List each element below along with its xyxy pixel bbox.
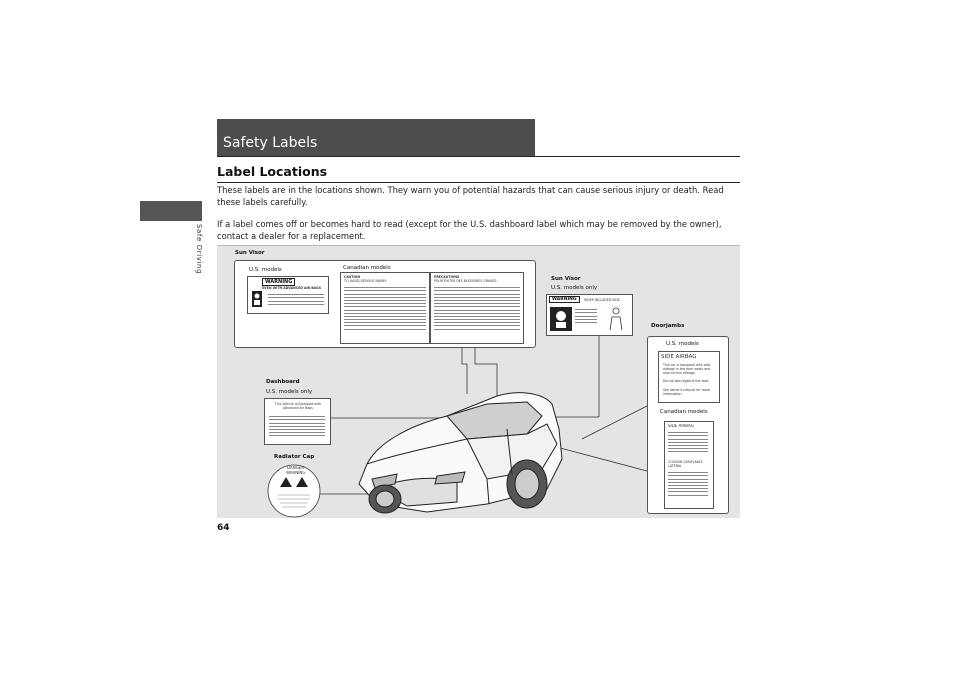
- dashboard-card-line1: This Vehicle is Equipped with: [274, 402, 322, 406]
- doorjambs-canadian-label: Canadian models: [660, 409, 708, 415]
- us-item-1: This car is equipped with side airbags in the front seats and side curtain airbags.: [663, 363, 711, 375]
- dashboard-title: Dashboard: [266, 379, 300, 385]
- sun-visor-right-title: Sun Visor: [551, 276, 581, 282]
- label-locations-figure: [217, 245, 740, 518]
- side-airbag-visor-card: [546, 294, 633, 336]
- warning-badge-right: WARNING: [549, 296, 580, 303]
- side-tab-label: Safe Driving: [195, 224, 203, 275]
- title-bar: [217, 119, 535, 156]
- doorjambs-us-label: U.S. models: [666, 341, 699, 347]
- sun-visor-title: Sun Visor: [235, 250, 265, 256]
- vehicle-illustration: [337, 384, 567, 518]
- airbag-warning-icon: [550, 307, 572, 331]
- doorjambs-title: Doorjambs: [651, 323, 685, 329]
- canadian-precautions-card: [430, 272, 524, 344]
- us-item-2: Do not lean against the door.: [663, 379, 710, 383]
- precautions-title: PRÉCAUTIONS: [434, 275, 460, 279]
- canadian-side-airbag-title: SIDE AIRBAG: [668, 424, 694, 428]
- warning-badge: WARNING: [262, 278, 295, 286]
- intro-paragraph: These labels are in the locations shown. They warn you of potential hazards that can cause serious injury or death. Read these labels carefully.: [217, 185, 724, 207]
- title-rule: [217, 156, 740, 157]
- child-seat-icon: [251, 290, 263, 308]
- replacement-paragraph: If a label comes off or becomes hard to read (except for the U.S. dashboard label which may be removed by the owner), contact a dealer for a replacement.: [217, 219, 722, 241]
- page-title: Safety Labels: [223, 135, 318, 151]
- us-models-label: U.S. models: [249, 267, 282, 273]
- canadian-caution-card: [340, 272, 430, 344]
- side-tab: [140, 201, 202, 221]
- section-rule: [217, 182, 740, 183]
- caution-title: CAUTION: [344, 275, 361, 279]
- page-number: 64: [217, 523, 230, 533]
- warning-right-subtitle: RIDER INCLUDED SIDE: [584, 298, 620, 302]
- precautions-subtitle: POUR ÉVITER DES BLESSURES GRAVES:: [434, 279, 498, 283]
- dashboard-subtitle: U.S. models only: [266, 389, 313, 395]
- canadian-side-airbag-card: [664, 421, 714, 509]
- caution-subtitle: TO AVOID SERIOUS INJURY:: [344, 279, 387, 283]
- sun-visor-label-panel: [234, 260, 536, 348]
- dashboard-airbag-card: [264, 398, 331, 445]
- us-side-airbag-title: SIDE AIRBAG: [661, 354, 697, 360]
- radiator-danger-text: DANGER: [287, 466, 305, 470]
- warning-subtitle: EVEN WITH ADVANCED AIR BAGS: [262, 286, 322, 290]
- canadian-side-airbag-title-fr: COUSSIN GONFLABLE LATÉRAL: [668, 460, 703, 468]
- us-warning-card: [247, 276, 329, 314]
- seated-occupant-icon: [604, 306, 628, 332]
- canadian-models-label: Canadian models: [343, 265, 391, 271]
- radiator-warning-text: WARNING: [286, 471, 306, 475]
- us-side-airbag-card: [658, 351, 720, 403]
- us-item-3: See owner's manual for more information.: [663, 388, 710, 396]
- radiator-cap-title: Radiator Cap: [274, 454, 315, 460]
- dashboard-card-line2: Advanced Air Bags: [283, 406, 313, 410]
- sun-visor-right-subtitle: U.S. models only: [551, 285, 598, 291]
- section-heading: Label Locations: [217, 164, 328, 179]
- doorjambs-panel: [647, 336, 729, 514]
